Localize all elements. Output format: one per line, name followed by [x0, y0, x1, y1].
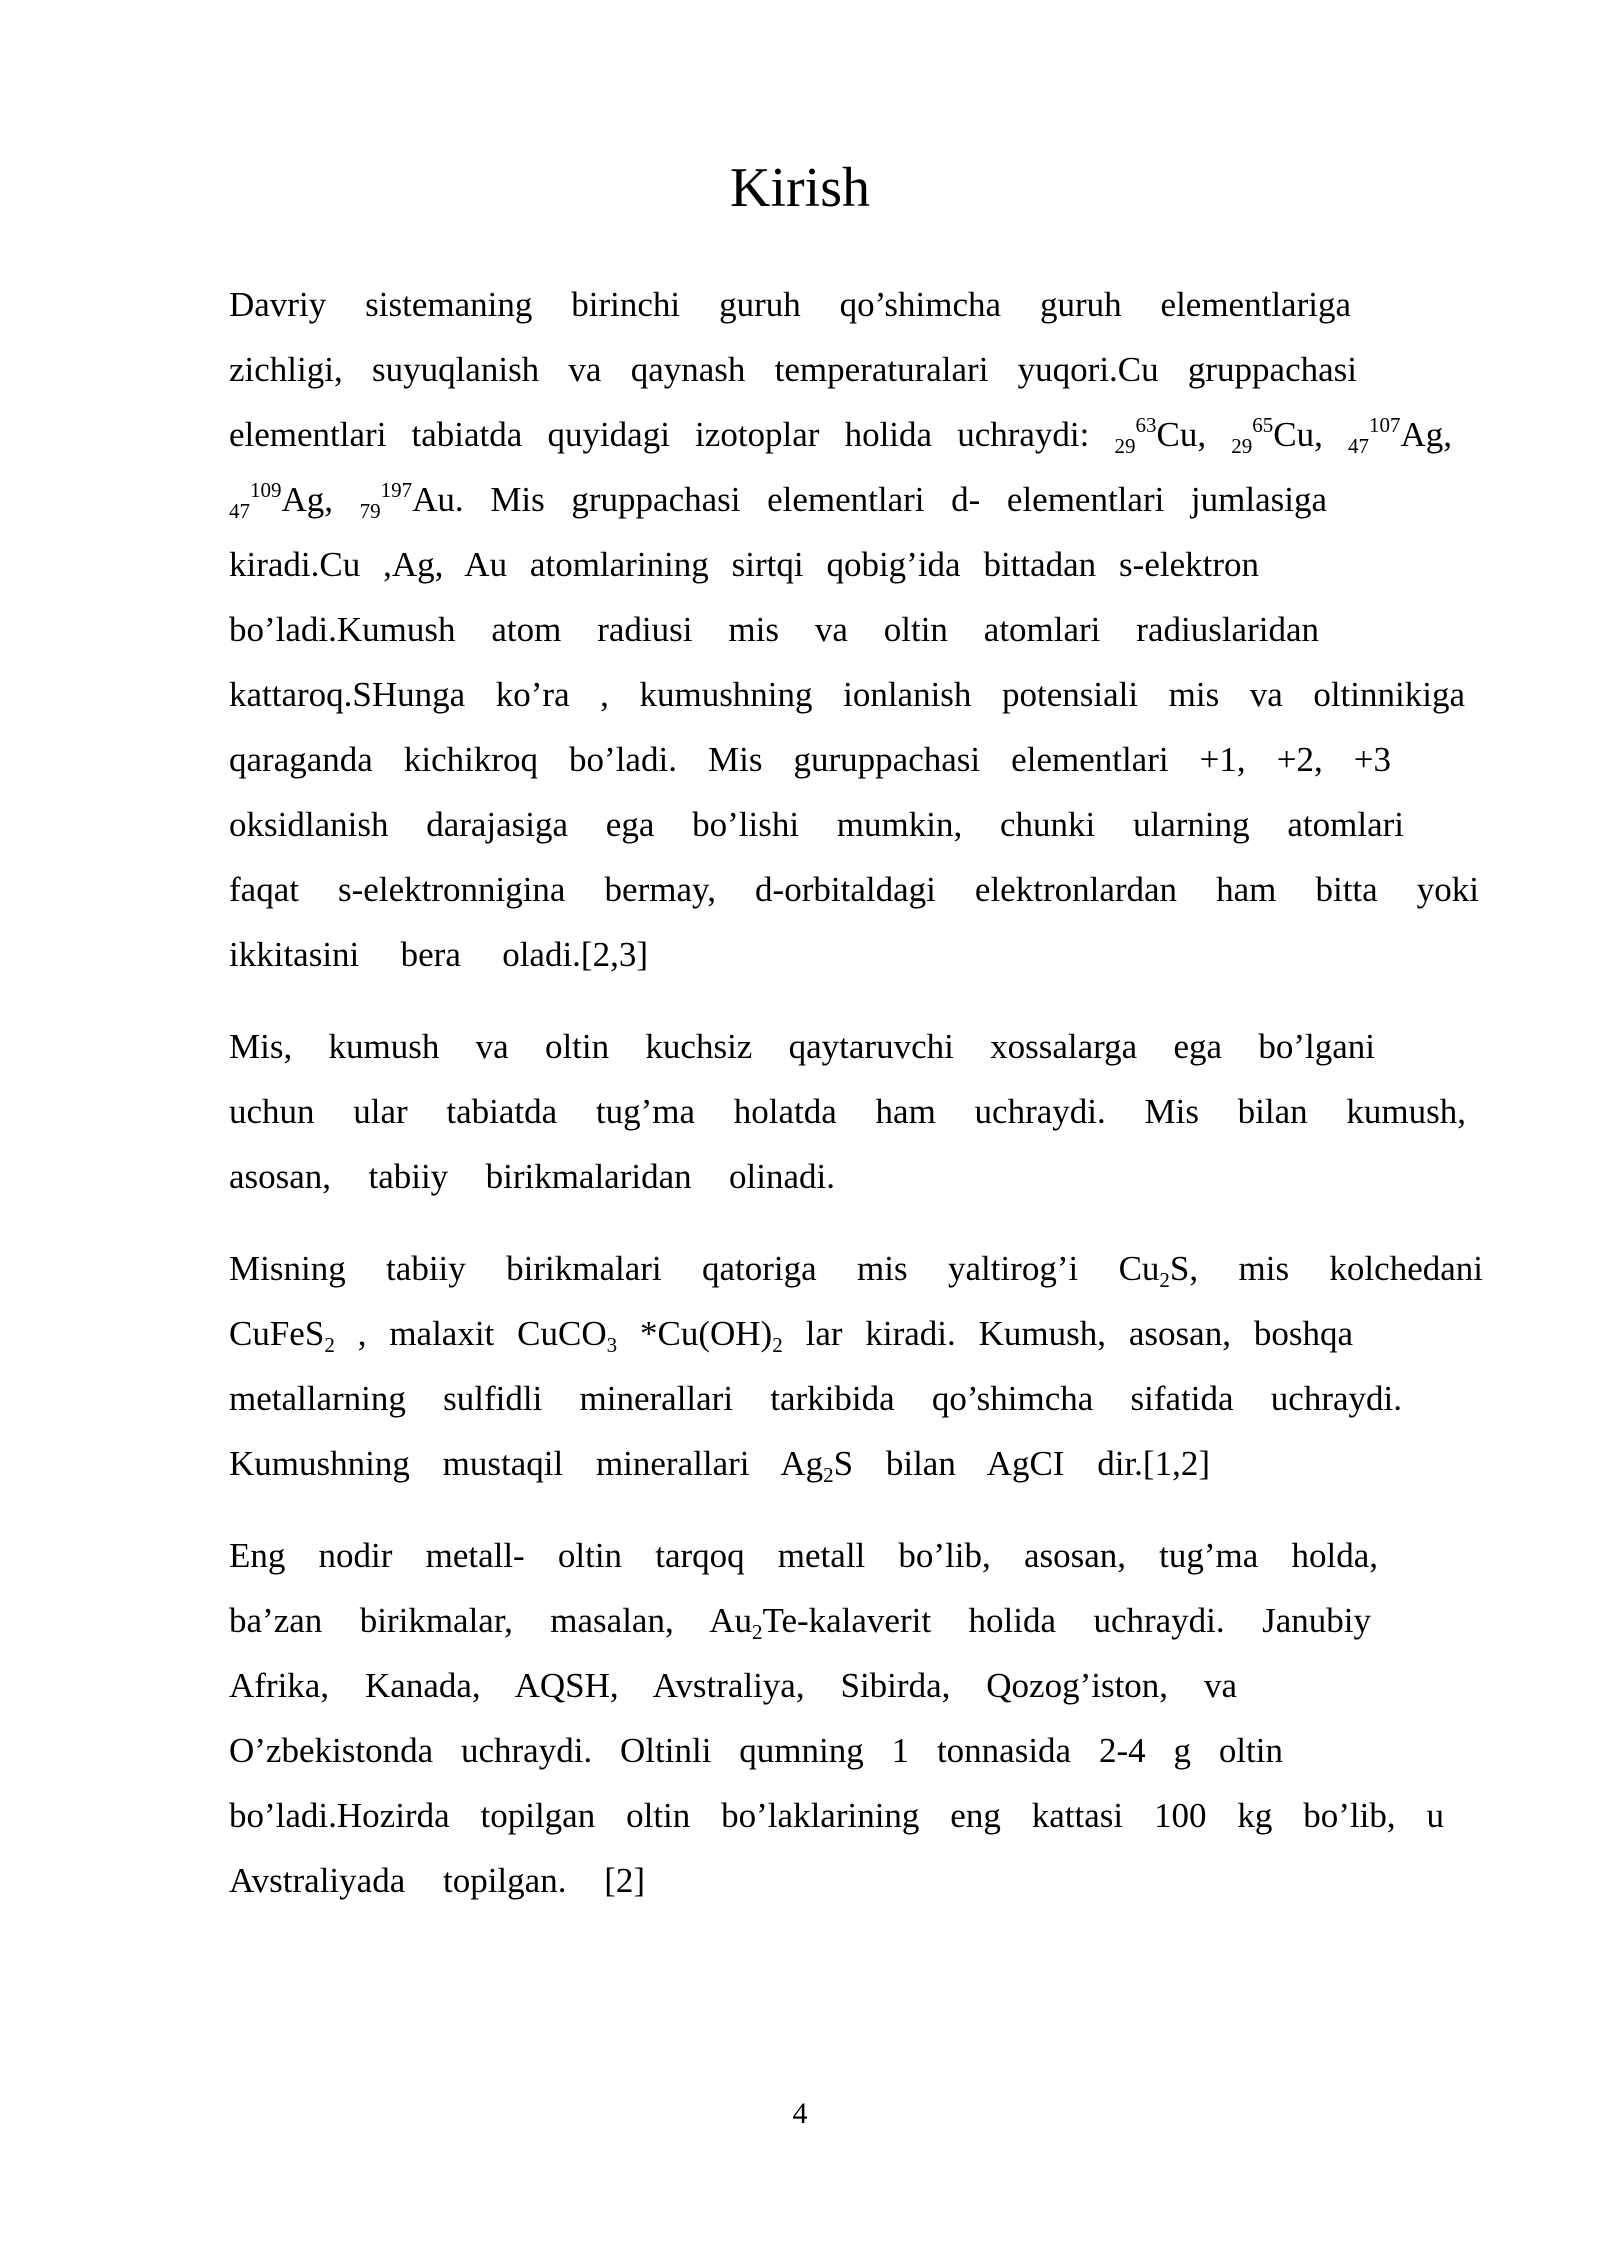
- mass-number: 107: [1369, 413, 1401, 437]
- page-number: 4: [792, 2097, 808, 2130]
- text-line: bo’ladi.Kumush atom radiusi mis va oltin atomlari radiuslaridan: [229, 610, 1319, 649]
- text-segment: ba’zan birikmalar, masalan, Au: [229, 1601, 753, 1640]
- text-line: faqat s-elektronnigina bermay, d-orbitaldagi elektronlardan ham bitta yoki: [229, 870, 1479, 909]
- text-line: ikkitasini bera oladi.[2,3]: [229, 935, 648, 974]
- text-line-isotopes: [229, 402, 1452, 467]
- page-title: Kirish: [730, 157, 870, 219]
- paragraph-2: [229, 1014, 1491, 1209]
- text-line: uchun ular tabiatda tug’ma holatda ham uchraydi. Mis bilan kumush,: [229, 1092, 1466, 1131]
- text-segment: Misning tabiiy birikmalari qatoriga mis yaltirog’i Cu: [229, 1249, 1160, 1288]
- text-line: metallarning sulfidli minerallari tarkibida qo’shimcha sifatida uchraydi.: [229, 1379, 1402, 1418]
- text-segment: elementlari tabiatda quyidagi izotoplar holida uchraydi:: [229, 415, 1090, 454]
- isotope: [1231, 413, 1323, 458]
- text-line: bo’ladi.Hozirda topilgan oltin bo’laklarining eng kattasi 100 kg bo’lib, u: [229, 1796, 1444, 1835]
- text-line: Davriy sistemaning birinchi guruh qo’shimcha guruh elementlariga: [229, 285, 1351, 324]
- isotope: [229, 478, 334, 523]
- paragraph-1: [229, 272, 1491, 987]
- text-line: [229, 1301, 1491, 1366]
- text-segment: Te-kalaverit holida uchraydi. Janubiy: [762, 1601, 1371, 1640]
- text-line: qaraganda kichikroq bo’ladi. Mis guruppachasi elementlari +1, +2, +3: [229, 740, 1391, 779]
- text-segment: S bilan AgCI dir.[1,2]: [833, 1444, 1210, 1483]
- isotope: [1348, 413, 1453, 458]
- element-symbol: Cu,: [1273, 415, 1323, 454]
- text-segment: lar kiradi. Kumush, asosan, boshqa: [782, 1314, 1353, 1353]
- isotope: [1114, 413, 1207, 458]
- subscript: 2: [752, 1620, 763, 1644]
- mass-number: 65: [1252, 413, 1274, 437]
- text-line: kattaroq.SHunga ko’ra , kumushning ionlanish potensiali mis va oltinnikiga: [229, 675, 1465, 714]
- text-line-isotopes: [229, 467, 1327, 532]
- text-line: zichligi, suyuqlanish va qaynash temperaturalari yuqori.Cu gruppachasi: [229, 350, 1357, 389]
- element-symbol: Ag,: [281, 480, 334, 519]
- text-line: [229, 1588, 1491, 1653]
- isotope: [359, 478, 464, 523]
- text-segment: CuFeS: [229, 1314, 325, 1353]
- atomic-number: 29: [1114, 434, 1136, 458]
- text-line: [229, 1431, 1491, 1496]
- text-segment: Kumushning mustaqil minerallari Ag: [229, 1444, 824, 1483]
- text-line: kiradi.Cu ,Ag, Au atomlarining sirtqi qobig’ida bittadan s-elektron: [229, 545, 1259, 584]
- atomic-number: 29: [1231, 434, 1253, 458]
- element-symbol: Au.: [412, 480, 464, 519]
- mass-number: 197: [380, 478, 413, 502]
- atomic-number: 79: [359, 499, 381, 523]
- mass-number: 63: [1135, 413, 1157, 437]
- paragraph-3: [229, 1236, 1491, 1496]
- text-line: Avstraliyada topilgan. [2]: [229, 1861, 645, 1900]
- subscript: 2: [772, 1333, 783, 1357]
- text-line: O’zbekistonda uchraydi. Oltinli qumning 1 tonnasida 2-4 g oltin: [229, 1731, 1283, 1770]
- text-segment: S, mis kolchedani: [1169, 1249, 1483, 1288]
- subscript: 3: [606, 1333, 618, 1357]
- subscript: 2: [324, 1333, 335, 1357]
- text-line: Mis, kumush va oltin kuchsiz qaytaruvchi xossalarga ega bo’lgani: [229, 1027, 1375, 1066]
- body-text: [229, 272, 1491, 1913]
- text-segment: *Cu(OH): [617, 1314, 773, 1353]
- element-symbol: Cu,: [1156, 415, 1207, 454]
- mass-number: 109: [250, 478, 282, 502]
- paragraph-4: [229, 1523, 1491, 1913]
- text-segment: , malaxit CuCO: [334, 1314, 607, 1353]
- element-symbol: Ag,: [1400, 415, 1453, 454]
- atomic-number: 47: [229, 499, 250, 523]
- subscript: 2: [823, 1463, 834, 1487]
- text-segment: Mis gruppachasi elementlari d- elementlari jumlasiga: [490, 480, 1328, 519]
- atomic-number: 47: [1348, 434, 1370, 458]
- text-line: Eng nodir metall- oltin tarqoq metall bo’lib, asosan, tug’ma holda,: [229, 1536, 1378, 1575]
- subscript: 2: [1159, 1268, 1170, 1292]
- text-line: Afrika, Kanada, AQSH, Avstraliya, Sibirda, Qozog’iston, va: [229, 1666, 1237, 1705]
- text-line: asosan, tabiiy birikmalaridan olinadi.: [229, 1157, 835, 1196]
- text-line: oksidlanish darajasiga ega bo’lishi mumkin, chunki ularning atomlari: [229, 805, 1404, 844]
- text-line: [229, 1236, 1491, 1301]
